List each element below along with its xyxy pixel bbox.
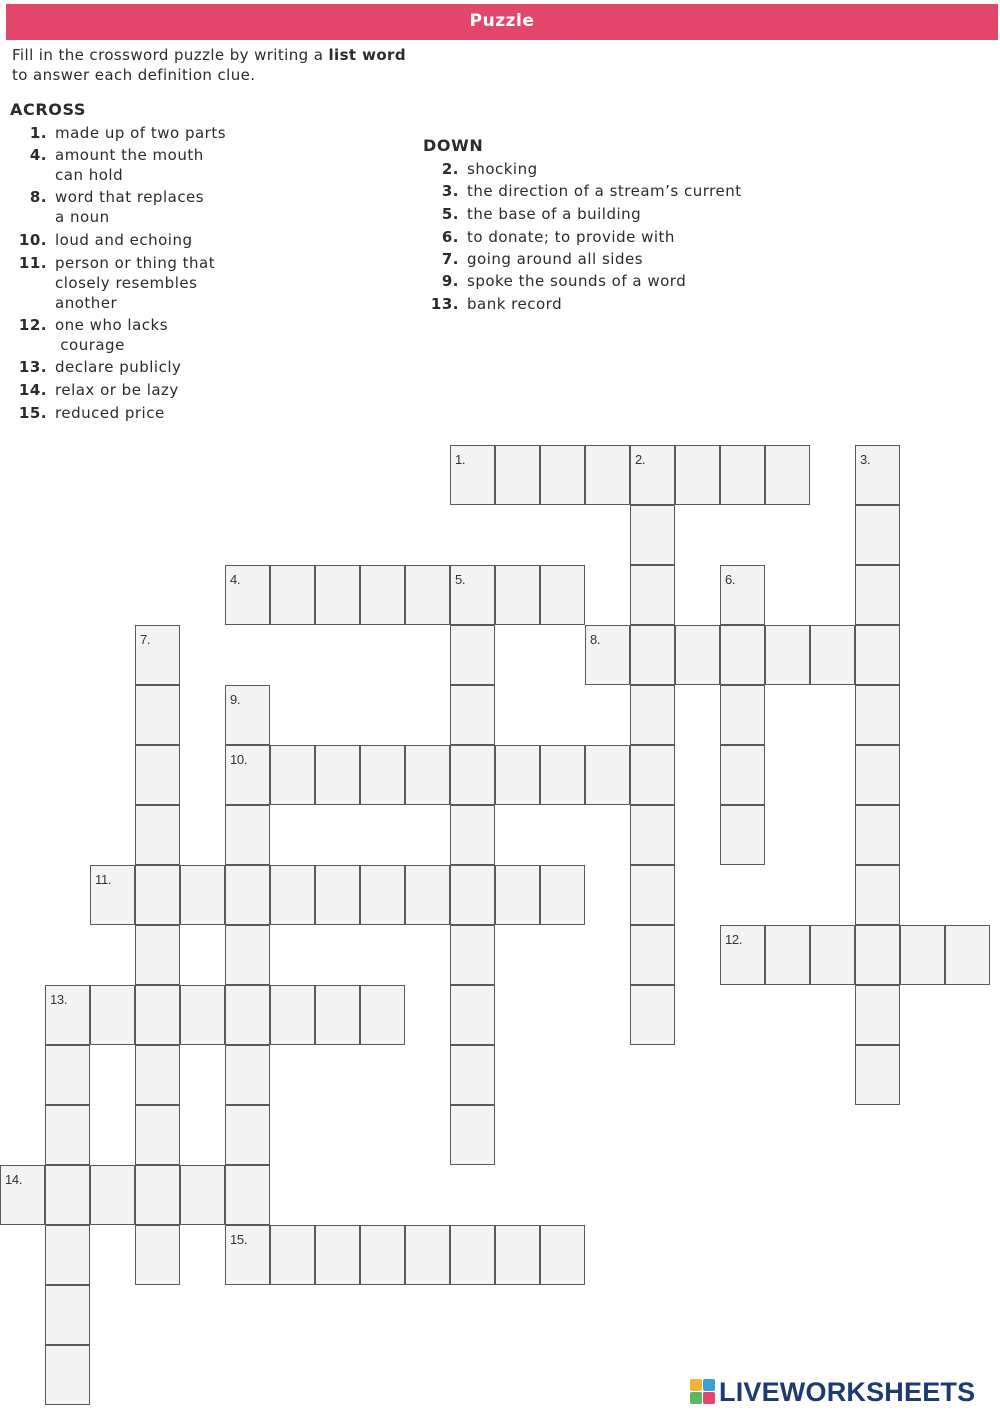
crossword-cell[interactable] (270, 745, 315, 805)
crossword-cell[interactable] (45, 985, 90, 1045)
crossword-cell[interactable] (270, 1225, 315, 1285)
across-clue-text: declare publicly (55, 358, 182, 376)
crossword-cell[interactable] (720, 565, 765, 625)
down-clue-text: spoke the sounds of a word (467, 272, 687, 290)
crossword-cell[interactable] (180, 985, 225, 1045)
across-clue-number: 1. (29, 124, 47, 142)
across-clue-text: one who lacks courage (55, 316, 169, 354)
crossword-cell[interactable] (45, 1345, 90, 1405)
across-clue-text: made up of two parts (55, 124, 227, 142)
cell-number-label: 5. (455, 572, 466, 587)
crossword-cell[interactable] (225, 1045, 270, 1105)
crossword-cell[interactable] (450, 1045, 495, 1105)
across-clue-number: 4. (29, 146, 47, 164)
crossword-cell[interactable] (225, 1165, 270, 1225)
crossword-cell[interactable] (360, 745, 405, 805)
crossword-cell[interactable] (945, 925, 990, 985)
crossword-cell[interactable] (540, 445, 585, 505)
down-clue-text: the base of a building (467, 205, 642, 223)
down-clue-number: 9. (441, 272, 459, 290)
crossword-cell[interactable] (360, 1225, 405, 1285)
crossword-cell[interactable] (495, 565, 540, 625)
crossword-cell[interactable] (135, 625, 180, 685)
down-clue-number: 6. (441, 228, 459, 246)
across-clue-text: relax or be lazy (55, 381, 179, 399)
crossword-cell[interactable] (45, 1165, 90, 1225)
crossword-cell[interactable] (675, 445, 720, 505)
crossword-cell[interactable] (450, 985, 495, 1045)
crossword-cell[interactable] (900, 925, 945, 985)
crossword-cell[interactable] (45, 1105, 90, 1165)
crossword-cell[interactable] (675, 625, 720, 685)
crossword-cell[interactable] (495, 865, 540, 925)
crossword-cell[interactable] (450, 1105, 495, 1165)
crossword-cell[interactable] (810, 625, 855, 685)
crossword-cell[interactable] (450, 625, 495, 685)
crossword-cell[interactable] (495, 1225, 540, 1285)
crossword-cell[interactable] (855, 505, 900, 565)
across-clue-number: 11. (18, 254, 47, 272)
cell-number-label: 10. (230, 752, 248, 767)
crossword-cell[interactable] (765, 925, 810, 985)
crossword-cell[interactable] (405, 745, 450, 805)
crossword-cell[interactable] (270, 565, 315, 625)
down-clue-number: 7. (441, 250, 459, 268)
down-clue-text: the direction of a stream’s current (467, 182, 742, 200)
down-clue-text: bank record (467, 295, 563, 313)
cell-number-label: 11. (95, 872, 112, 887)
crossword-cell[interactable] (450, 1225, 495, 1285)
across-clue-text: loud and echoing (55, 231, 193, 249)
cell-number-label: 12. (725, 932, 743, 947)
down-clue-number: 13. (430, 295, 459, 313)
crossword-cell[interactable] (135, 805, 180, 865)
across-clue-number: 12. (18, 316, 47, 334)
crossword-cell[interactable] (855, 925, 900, 985)
crossword-cell[interactable] (315, 745, 360, 805)
across-heading: ACROSS (10, 100, 86, 119)
crossword-cell[interactable] (135, 1045, 180, 1105)
crossword-cell[interactable] (315, 565, 360, 625)
across-clue-text: word that replaces a noun (55, 188, 205, 226)
crossword-cell[interactable] (135, 745, 180, 805)
crossword-cell[interactable] (135, 1105, 180, 1165)
down-clue-number: 5. (441, 205, 459, 223)
crossword-cell[interactable] (720, 805, 765, 865)
crossword-cell[interactable] (135, 925, 180, 985)
crossword-cell[interactable] (0, 1165, 45, 1225)
crossword-cell[interactable] (585, 745, 630, 805)
crossword-cell[interactable] (540, 745, 585, 805)
crossword-cell[interactable] (810, 925, 855, 985)
crossword-cell[interactable] (585, 445, 630, 505)
crossword-cell[interactable] (360, 565, 405, 625)
crossword-cell[interactable] (765, 625, 810, 685)
cell-number-label: 9. (230, 692, 241, 707)
cell-number-label: 15. (230, 1232, 248, 1247)
crossword-cell[interactable] (855, 985, 900, 1045)
crossword-cell[interactable] (405, 865, 450, 925)
crossword-cell[interactable] (630, 505, 675, 565)
crossword-cell[interactable] (135, 1225, 180, 1285)
crossword-cell[interactable] (45, 1285, 90, 1345)
crossword-cell[interactable] (630, 565, 675, 625)
crossword-cell[interactable] (720, 925, 765, 985)
across-clue-text: amount the mouth can hold (55, 146, 204, 184)
crossword-cell[interactable] (450, 445, 495, 505)
crossword-cell[interactable] (540, 865, 585, 925)
across-clue-number: 8. (29, 188, 47, 206)
crossword-cell[interactable] (315, 985, 360, 1045)
crossword-cell[interactable] (225, 565, 270, 625)
cell-number-label: 4. (230, 572, 241, 587)
cell-number-label: 2. (635, 452, 646, 467)
crossword-cell[interactable] (450, 865, 495, 925)
crossword-cell[interactable] (225, 685, 270, 745)
crossword-cell[interactable] (405, 1225, 450, 1285)
crossword-cell[interactable] (855, 745, 900, 805)
crossword-cell[interactable] (720, 745, 765, 805)
crossword-cell[interactable] (450, 565, 495, 625)
cell-number-label: 14. (5, 1172, 23, 1187)
down-clue-text: shocking (467, 160, 538, 178)
across-clue-number: 13. (18, 358, 47, 376)
crossword-cell[interactable] (855, 865, 900, 925)
crossword-cell[interactable] (450, 685, 495, 745)
cell-number-label: 1. (455, 452, 466, 467)
crossword-cell[interactable] (180, 865, 225, 925)
crossword-cell[interactable] (585, 625, 630, 685)
crossword-cell[interactable] (855, 805, 900, 865)
crossword-cell[interactable] (630, 445, 675, 505)
crossword-cell[interactable] (225, 985, 270, 1045)
across-clue-number: 10. (18, 231, 47, 249)
liveworksheets-logo-text: LIVEWORKSHEETS (719, 1376, 976, 1407)
down-clue-text: going around all sides (467, 250, 644, 268)
liveworksheets-logo (690, 1376, 975, 1408)
page-title: Puzzle (469, 11, 535, 31)
crossword-cell[interactable] (225, 865, 270, 925)
across-clue-text: reduced price (55, 404, 165, 422)
crossword-cell[interactable] (360, 985, 405, 1045)
crossword-cell[interactable] (630, 625, 675, 685)
crossword-cell[interactable] (855, 445, 900, 505)
crossword-cell[interactable] (405, 565, 450, 625)
cell-number-label: 8. (590, 632, 601, 647)
cell-number-label: 13. (50, 992, 68, 1007)
crossword-cell[interactable] (225, 745, 270, 805)
crossword-cell[interactable] (855, 565, 900, 625)
cell-number-label: 3. (860, 452, 871, 467)
crossword-cell[interactable] (135, 985, 180, 1045)
down-clue-number: 3. (441, 182, 459, 200)
crossword-cell[interactable] (720, 685, 765, 745)
crossword-cell[interactable] (270, 865, 315, 925)
crossword-cell[interactable] (135, 865, 180, 925)
crossword-cell[interactable] (720, 445, 765, 505)
crossword-cell[interactable] (630, 865, 675, 925)
cell-number-label: 6. (725, 572, 736, 587)
down-clue-text: to donate; to provide with (467, 228, 675, 246)
crossword-cell[interactable] (225, 925, 270, 985)
instructions-text: Fill in the crossword puzzle by writing a (12, 46, 329, 64)
instructions-bold: list word (328, 46, 406, 64)
crossword-cell[interactable] (315, 1225, 360, 1285)
crossword-cell[interactable] (135, 685, 180, 745)
crossword-cell[interactable] (540, 1225, 585, 1285)
crossword-cell[interactable] (495, 445, 540, 505)
down-clue-number: 2. (441, 160, 459, 178)
crossword-cell[interactable] (630, 745, 675, 805)
across-clue-number: 15. (18, 404, 47, 422)
crossword-cell[interactable] (225, 1225, 270, 1285)
cell-number-label: 7. (140, 632, 151, 647)
liveworksheets-logo-icon (690, 1379, 716, 1405)
crossword-cell[interactable] (540, 565, 585, 625)
crossword-cell[interactable] (45, 1045, 90, 1105)
crossword-cell[interactable] (630, 925, 675, 985)
crossword-cell[interactable] (225, 1105, 270, 1165)
crossword-cell[interactable] (630, 805, 675, 865)
crossword-cell[interactable] (855, 1045, 900, 1105)
crossword-cell[interactable] (225, 805, 270, 865)
crossword-cell[interactable] (90, 865, 135, 925)
crossword-cell[interactable] (450, 925, 495, 985)
crossword-cell[interactable] (180, 1165, 225, 1225)
instructions-line-2: to answer each definition clue. (12, 66, 256, 84)
crossword-cell[interactable] (855, 685, 900, 745)
crossword-cell[interactable] (630, 985, 675, 1045)
across-clue-text: person or thing that closely resembles another (55, 254, 216, 312)
crossword-cell[interactable] (630, 685, 675, 745)
crossword-cell[interactable] (720, 625, 765, 685)
crossword-cell[interactable] (135, 1165, 180, 1225)
down-heading: DOWN (423, 136, 484, 155)
crossword-cell[interactable] (450, 745, 495, 805)
crossword-cell[interactable] (270, 985, 315, 1045)
crossword-cell[interactable] (495, 745, 540, 805)
across-clue-number: 14. (18, 381, 47, 399)
crossword-cell[interactable] (855, 625, 900, 685)
crossword-cell[interactable] (315, 865, 360, 925)
crossword-cell[interactable] (450, 805, 495, 865)
crossword-cell[interactable] (765, 445, 810, 505)
crossword-cell[interactable] (360, 865, 405, 925)
crossword-cell[interactable] (45, 1225, 90, 1285)
crossword-cell[interactable] (90, 985, 135, 1045)
crossword-cell[interactable] (90, 1165, 135, 1225)
